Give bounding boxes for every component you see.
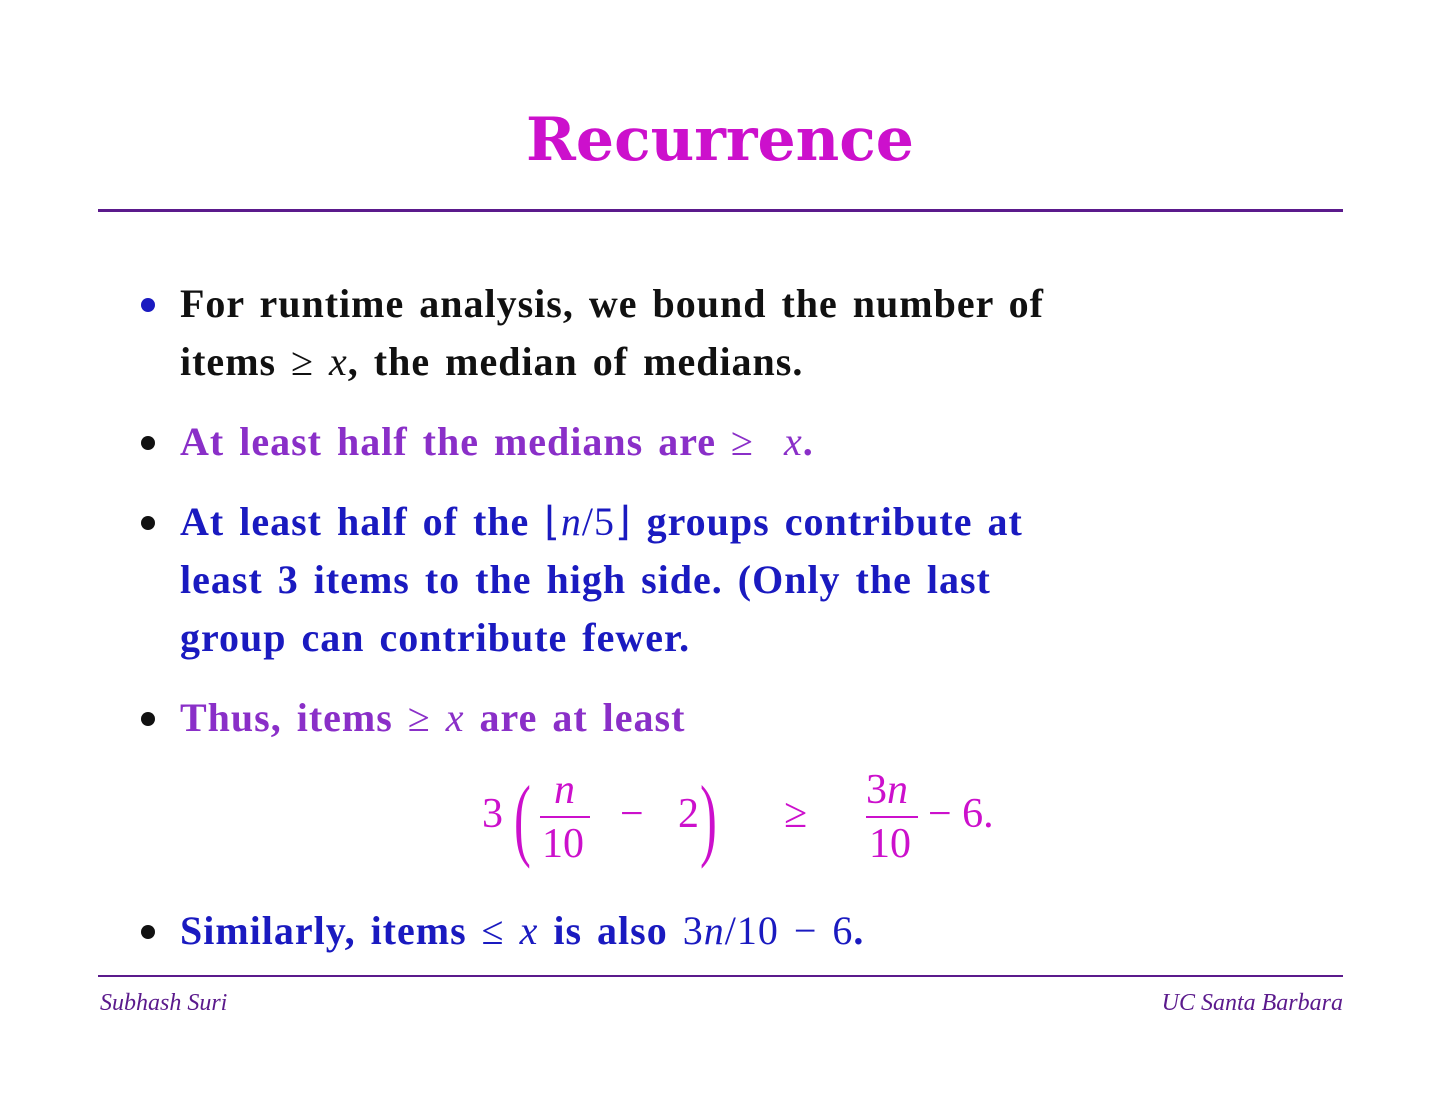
- bullet-text: groups contribute at: [631, 499, 1023, 544]
- bullet-item-groups-contribute: [180, 493, 1310, 667]
- footer-divider: [98, 975, 1343, 977]
- bullet-text: items: [180, 339, 292, 384]
- bullet-line: [180, 333, 1310, 391]
- fraction-denominator: 10: [869, 821, 911, 867]
- bullet-dot: [141, 712, 155, 726]
- bullet-text: Similarly, items: [180, 908, 482, 953]
- right-parenthesis: ): [700, 767, 717, 869]
- bullet-dot: [141, 516, 155, 530]
- equation-constant: 2: [678, 791, 699, 837]
- numerator-text: 3n: [866, 767, 908, 813]
- bullet-item-half-medians: [180, 413, 1310, 471]
- bullet-text: .: [802, 419, 814, 464]
- bullet-dot: [141, 298, 155, 312]
- geq-symbol: ≥: [784, 791, 808, 837]
- fraction-numerator: [866, 766, 908, 814]
- bullet-text: is also: [538, 908, 683, 953]
- fraction-numerator: n: [554, 767, 575, 813]
- fraction-bar: [540, 816, 590, 818]
- bullet-line: [180, 689, 1310, 747]
- bullet-line: [180, 413, 1310, 471]
- math-variable: x: [445, 695, 465, 740]
- bullet-dot: [141, 436, 155, 450]
- left-parenthesis: (: [514, 767, 531, 869]
- math-expression: 3n/10 − 6: [682, 908, 854, 953]
- slide-title: Recurrence: [526, 105, 914, 175]
- bullet-dot: [141, 925, 155, 939]
- bullet-line: [180, 902, 1310, 960]
- footer-author: Subhash Suri: [100, 990, 228, 1016]
- fraction-bar: [866, 816, 918, 818]
- bullet-line: least 3 items to the high side. (Only the last: [180, 557, 991, 602]
- math-variable: x: [783, 419, 803, 464]
- fraction-denominator: 10: [542, 821, 584, 867]
- bullet-line: group can contribute fewer.: [180, 615, 691, 660]
- bullet-text: .: [853, 908, 865, 953]
- bullet-text: At least half the medians are: [180, 419, 731, 464]
- bullet-text: , the median of medians.: [347, 339, 804, 384]
- geq-symbol: ≥: [731, 419, 754, 464]
- floor-expression: ⌊n/5⌋: [544, 499, 632, 544]
- math-variable: x: [519, 908, 539, 953]
- bullet-item-runtime-analysis: [180, 275, 1310, 391]
- bullet-line: [180, 493, 1310, 551]
- bullet-text: are at least: [464, 695, 686, 740]
- minus-sign: −: [620, 791, 644, 837]
- leq-symbol: ≤: [481, 908, 505, 953]
- bullet-line: For runtime analysis, we bound the number of: [180, 281, 1044, 326]
- equation-tail: − 6.: [928, 791, 994, 837]
- math-variable: x: [329, 339, 348, 384]
- bullet-item-thus-items: [180, 689, 1310, 747]
- footer-institution: UC Santa Barbara: [1161, 990, 1343, 1016]
- geq-symbol: ≥: [407, 695, 431, 740]
- geq-symbol: ≥: [291, 339, 315, 384]
- bullet-text: Thus, items: [180, 695, 408, 740]
- display-equation: [480, 767, 1040, 870]
- bullet-item-similarly: [180, 902, 1310, 960]
- equation-coefficient: 3: [482, 791, 503, 837]
- bullet-text: At least half of the: [180, 499, 545, 544]
